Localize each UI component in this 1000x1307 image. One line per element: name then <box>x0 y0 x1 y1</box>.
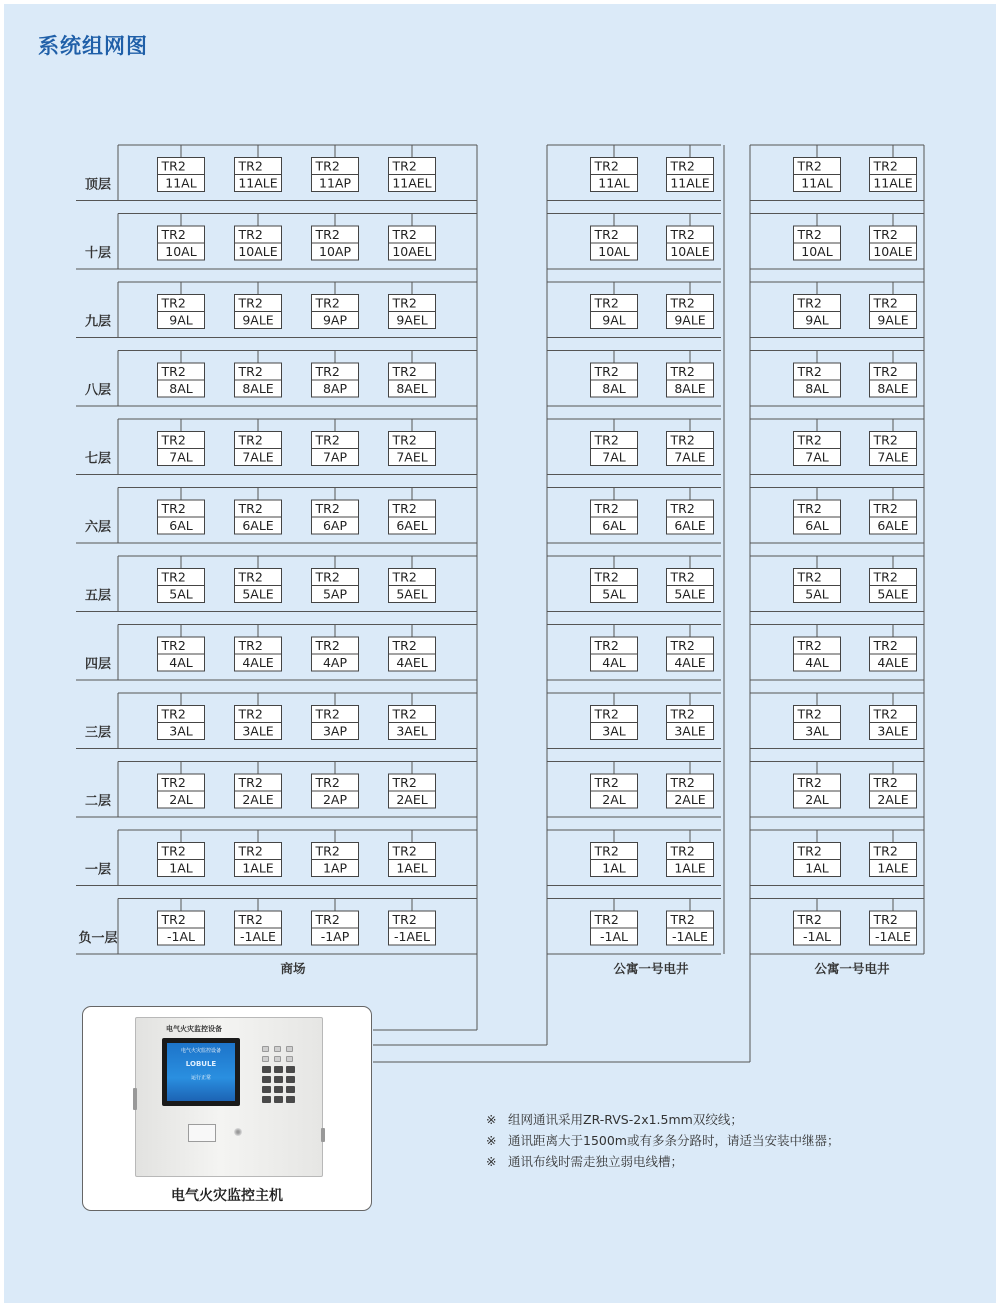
module-id-label: 9ALE <box>877 312 909 328</box>
module-model-label: TR2 <box>594 843 619 859</box>
module-id-label: 3ALE <box>877 723 909 739</box>
module-model-label: TR2 <box>392 295 417 311</box>
floor-label: 六层 <box>84 520 112 535</box>
module-id-label: 1AP <box>322 860 348 876</box>
device-screen-display <box>167 1043 235 1101</box>
module-model-label: TR2 <box>161 775 186 790</box>
note-item <box>486 1130 840 1151</box>
module-id-label: 7AP <box>322 449 348 465</box>
module-model-label: TR2 <box>797 501 822 516</box>
floor-label: 八层 <box>84 383 112 398</box>
module-id-label: 1AL <box>602 860 626 876</box>
module-model-label: TR2 <box>797 569 822 585</box>
module-model-label: TR2 <box>238 843 263 859</box>
module-id-label: 7ALE <box>674 449 706 465</box>
device-screen-title: 电气火灾监控设备 <box>180 1048 221 1054</box>
floor-label: 二层 <box>84 794 112 809</box>
floor-label: 七层 <box>84 451 112 467</box>
device-printer <box>188 1124 216 1142</box>
module-model-label: TR2 <box>392 638 417 653</box>
module-model-label: TR2 <box>594 706 619 722</box>
module-id-label: 2AEL <box>396 792 428 807</box>
module-id-label: 11AL <box>165 175 197 191</box>
module-model-label: TR2 <box>315 364 340 379</box>
module-model-label: TR2 <box>161 295 186 311</box>
floor-label: 四层 <box>84 657 112 672</box>
module-id-label: 5AP <box>322 586 348 602</box>
module-id-label: 2ALE <box>674 792 706 807</box>
module-id-label: 7AL <box>602 449 626 465</box>
device-screen-logo: LOBULE <box>185 1060 217 1068</box>
module-id-label: 11AEL <box>392 175 432 191</box>
module-id-label: 10AL <box>598 244 630 259</box>
module-id-label: 3ALE <box>674 723 706 739</box>
module-id-label: -1AL <box>167 929 195 944</box>
module-id-label: 1AL <box>169 860 193 876</box>
module-model-label: TR2 <box>594 432 619 448</box>
module-id-label: 6AEL <box>396 518 428 533</box>
module-id-label: 3AEL <box>396 723 428 739</box>
module-id-label: 6AL <box>602 518 626 533</box>
module-model-label: TR2 <box>670 227 695 242</box>
note-mark: ※ <box>486 1154 497 1169</box>
module-model-label: TR2 <box>392 364 417 379</box>
module-id-label: -1ALE <box>240 929 276 944</box>
module-model-label: TR2 <box>594 501 619 516</box>
module-id-label: 5AL <box>169 586 193 602</box>
module-id-label: 3AP <box>322 723 348 739</box>
module-model-label: TR2 <box>873 501 898 516</box>
module-model-label: TR2 <box>670 158 695 174</box>
module-id-label: 9AEL <box>396 312 428 328</box>
module-id-label: 2ALE <box>877 792 909 807</box>
note-text: 组网通讯采用ZR-RVS-2x1.5mm双绞线； <box>508 1112 743 1127</box>
module-id-label: 9AL <box>805 312 829 328</box>
module-id-label: 7AL <box>169 449 193 465</box>
module-model-label: TR2 <box>797 158 822 174</box>
floor-label: 一层 <box>84 862 112 878</box>
module-model-label: TR2 <box>873 295 898 311</box>
module-id-label: 1ALE <box>242 860 274 876</box>
device-latch <box>321 1128 325 1142</box>
module-model-label: TR2 <box>670 501 695 516</box>
module-model-label: TR2 <box>797 364 822 379</box>
module-model-label: TR2 <box>161 706 186 722</box>
floor-label: 五层 <box>84 588 112 604</box>
device-speaker <box>234 1128 242 1136</box>
module-model-label: TR2 <box>238 501 263 516</box>
module-id-label: 8ALE <box>877 381 909 396</box>
module-id-label: 6AL <box>805 518 829 533</box>
module-model-label: TR2 <box>873 364 898 379</box>
module-id-label: 3AL <box>602 723 626 739</box>
module-model-label: TR2 <box>594 295 619 311</box>
module-model-label: TR2 <box>873 158 898 174</box>
module-id-label: 6ALE <box>242 518 274 533</box>
module-id-label: 10AL <box>801 244 833 259</box>
module-id-label: 11AP <box>319 175 351 191</box>
module-model-label: TR2 <box>670 569 695 585</box>
note-item <box>486 1151 840 1172</box>
module-id-label: 7AEL <box>396 449 428 465</box>
module-id-label: 7AL <box>805 449 829 465</box>
host-panel <box>82 1006 372 1211</box>
module-id-label: 9AL <box>602 312 626 328</box>
module-model-label: TR2 <box>797 227 822 242</box>
module-id-label: 4AEL <box>396 655 428 670</box>
module-id-label: 6AP <box>322 518 348 533</box>
module-id-label: 10AEL <box>392 244 432 259</box>
module-id-label: -1AEL <box>394 929 430 944</box>
device-hinge <box>133 1088 137 1110</box>
note-text: 通讯距离大于1500m或有多条分路时，请适当安装中继器； <box>508 1133 840 1148</box>
module-model-label: TR2 <box>315 295 340 311</box>
module-id-label: 11ALE <box>670 175 710 191</box>
module-model-label: TR2 <box>315 569 340 585</box>
module-id-label: 4ALE <box>674 655 706 670</box>
module-model-label: TR2 <box>670 432 695 448</box>
floor-label: 九层 <box>84 314 112 330</box>
module-id-label: 9AL <box>169 312 193 328</box>
module-id-label: 4ALE <box>242 655 274 670</box>
module-model-label: TR2 <box>238 364 263 379</box>
module-id-label: 2AL <box>805 792 829 807</box>
module-model-label: TR2 <box>670 364 695 379</box>
module-id-label: 8AL <box>602 381 626 396</box>
module-model-label: TR2 <box>315 432 340 448</box>
module-model-label: TR2 <box>670 295 695 311</box>
module-id-label: 1AL <box>805 860 829 876</box>
module-model-label: TR2 <box>238 569 263 585</box>
module-id-label: 10ALE <box>873 244 913 259</box>
module-id-label: 1ALE <box>877 860 909 876</box>
module-id-label: 11AL <box>598 175 630 191</box>
module-model-label: TR2 <box>315 843 340 859</box>
module-model-label: TR2 <box>238 912 263 927</box>
module-id-label: 2AL <box>169 792 193 807</box>
module-id-label: 8AEL <box>396 381 428 396</box>
module-id-label: 2AL <box>602 792 626 807</box>
module-model-label: TR2 <box>238 227 263 242</box>
module-model-label: TR2 <box>161 843 186 859</box>
module-model-label: TR2 <box>670 843 695 859</box>
module-model-label: TR2 <box>392 843 417 859</box>
module-id-label: 4AL <box>602 655 626 670</box>
module-id-label: 9ALE <box>242 312 274 328</box>
module-id-label: 5AL <box>805 586 829 602</box>
module-model-label: TR2 <box>315 912 340 927</box>
module-model-label: TR2 <box>392 775 417 790</box>
module-model-label: TR2 <box>392 432 417 448</box>
module-id-label: 5AEL <box>396 586 428 602</box>
module-id-label: -1AL <box>803 929 831 944</box>
module-model-label: TR2 <box>315 775 340 790</box>
floor-label: 负一层 <box>78 931 118 946</box>
group-caption: 商场 <box>280 961 306 976</box>
module-id-label: 5AL <box>602 586 626 602</box>
module-id-label: 2ALE <box>242 792 274 807</box>
module-id-label: 11ALE <box>873 175 913 191</box>
module-id-label: 8ALE <box>674 381 706 396</box>
module-model-label: TR2 <box>873 227 898 242</box>
module-model-label: TR2 <box>873 843 898 859</box>
module-id-label: 8AL <box>169 381 193 396</box>
module-model-label: TR2 <box>873 569 898 585</box>
module-id-label: 4AL <box>805 655 829 670</box>
device-screen <box>162 1038 240 1106</box>
module-model-label: TR2 <box>670 638 695 653</box>
module-model-label: TR2 <box>161 501 186 516</box>
monitoring-host-device <box>135 1017 323 1177</box>
module-model-label: TR2 <box>315 227 340 242</box>
module-model-label: TR2 <box>315 638 340 653</box>
device-keypad <box>262 1046 298 1110</box>
floor-label: 三层 <box>84 725 112 741</box>
module-model-label: TR2 <box>161 227 186 242</box>
floor-labels <box>78 177 117 947</box>
module-model-label: TR2 <box>594 912 619 927</box>
module-model-label: TR2 <box>238 432 263 448</box>
group-caption: 公寓一号电井 <box>613 961 689 976</box>
module-id-label: 9AP <box>322 312 348 328</box>
module-model-label: TR2 <box>161 569 186 585</box>
module-id-label: -1AP <box>320 929 350 944</box>
module-id-label: 4AL <box>169 655 193 670</box>
module-model-label: TR2 <box>238 295 263 311</box>
module-id-label: 1ALE <box>674 860 706 876</box>
module-id-label: 10AP <box>319 244 351 259</box>
module-id-label: 8AL <box>805 381 829 396</box>
module-id-label: 7ALE <box>242 449 274 465</box>
device-screen-status: 运行正常 <box>190 1075 211 1081</box>
module-id-label: 2AP <box>322 792 348 807</box>
module-model-label: TR2 <box>670 706 695 722</box>
module-id-label: 6AL <box>169 518 193 533</box>
module-id-label: 10ALE <box>670 244 710 259</box>
module-model-label: TR2 <box>797 706 822 722</box>
floor-label: 顶层 <box>84 177 112 193</box>
module-id-label: 6ALE <box>877 518 909 533</box>
module-model-label: TR2 <box>161 912 186 927</box>
module-model-label: TR2 <box>670 775 695 790</box>
floor-label: 十层 <box>84 246 112 261</box>
module-id-label: 10AL <box>165 244 197 259</box>
module-id-label: 5ALE <box>242 586 274 602</box>
module-id-label: 11AL <box>801 175 833 191</box>
note-item <box>486 1109 840 1130</box>
module-id-label: 11ALE <box>238 175 278 191</box>
module-model-label: TR2 <box>392 501 417 516</box>
module-model-label: TR2 <box>797 638 822 653</box>
module-model-label: TR2 <box>392 706 417 722</box>
module-model-label: TR2 <box>594 775 619 790</box>
note-mark: ※ <box>486 1112 497 1127</box>
module-id-label: 5ALE <box>674 586 706 602</box>
group-caption: 公寓一号电井 <box>814 961 890 976</box>
module-id-label: 3AL <box>805 723 829 739</box>
group-captions <box>280 961 890 976</box>
module-id-label: 1AEL <box>396 860 428 876</box>
module-model-label: TR2 <box>238 158 263 174</box>
module-model-label: TR2 <box>161 364 186 379</box>
module-id-label: 9ALE <box>674 312 706 328</box>
module-model-label: TR2 <box>238 706 263 722</box>
page-title: 系统组网图 <box>38 34 148 58</box>
module-id-label: -1AL <box>600 929 628 944</box>
module-model-label: TR2 <box>797 912 822 927</box>
module-model-label: TR2 <box>315 501 340 516</box>
host-caption: 电气火灾监控主机 <box>171 1188 283 1204</box>
module-id-label: 8ALE <box>242 381 274 396</box>
module-model-label: TR2 <box>873 706 898 722</box>
module-model-label: TR2 <box>392 227 417 242</box>
modules <box>158 158 917 946</box>
module-model-label: TR2 <box>315 158 340 174</box>
note-mark: ※ <box>486 1133 497 1148</box>
module-id-label: 6ALE <box>674 518 706 533</box>
device-title: 电气火灾监控设备 <box>166 1025 222 1033</box>
module-model-label: TR2 <box>594 158 619 174</box>
module-id-label: 4ALE <box>877 655 909 670</box>
module-id-label: 3ALE <box>242 723 274 739</box>
module-model-label: TR2 <box>594 364 619 379</box>
module-model-label: TR2 <box>594 569 619 585</box>
module-id-label: -1ALE <box>672 929 708 944</box>
module-model-label: TR2 <box>873 432 898 448</box>
module-model-label: TR2 <box>594 227 619 242</box>
module-id-label: 5ALE <box>877 586 909 602</box>
module-model-label: TR2 <box>161 158 186 174</box>
module-model-label: TR2 <box>315 706 340 722</box>
module-model-label: TR2 <box>873 912 898 927</box>
module-model-label: TR2 <box>238 638 263 653</box>
module-id-label: 8AP <box>322 381 348 396</box>
module-model-label: TR2 <box>797 843 822 859</box>
module-model-label: TR2 <box>873 638 898 653</box>
module-model-label: TR2 <box>392 158 417 174</box>
module-model-label: TR2 <box>594 638 619 653</box>
module-id-label: -1ALE <box>875 929 911 944</box>
note-text: 通讯布线时需走独立弱电线槽； <box>508 1154 684 1169</box>
module-model-label: TR2 <box>670 912 695 927</box>
module-id-label: 4AP <box>322 655 348 670</box>
notes <box>486 1109 840 1172</box>
module-model-label: TR2 <box>161 432 186 448</box>
module-model-label: TR2 <box>238 775 263 790</box>
module-model-label: TR2 <box>797 775 822 790</box>
module-model-label: TR2 <box>161 638 186 653</box>
module-model-label: TR2 <box>392 912 417 927</box>
module-model-label: TR2 <box>873 775 898 790</box>
module-model-label: TR2 <box>797 432 822 448</box>
module-id-label: 7ALE <box>877 449 909 465</box>
module-id-label: 3AL <box>169 723 193 739</box>
module-model-label: TR2 <box>392 569 417 585</box>
module-id-label: 10ALE <box>238 244 278 259</box>
module-model-label: TR2 <box>797 295 822 311</box>
